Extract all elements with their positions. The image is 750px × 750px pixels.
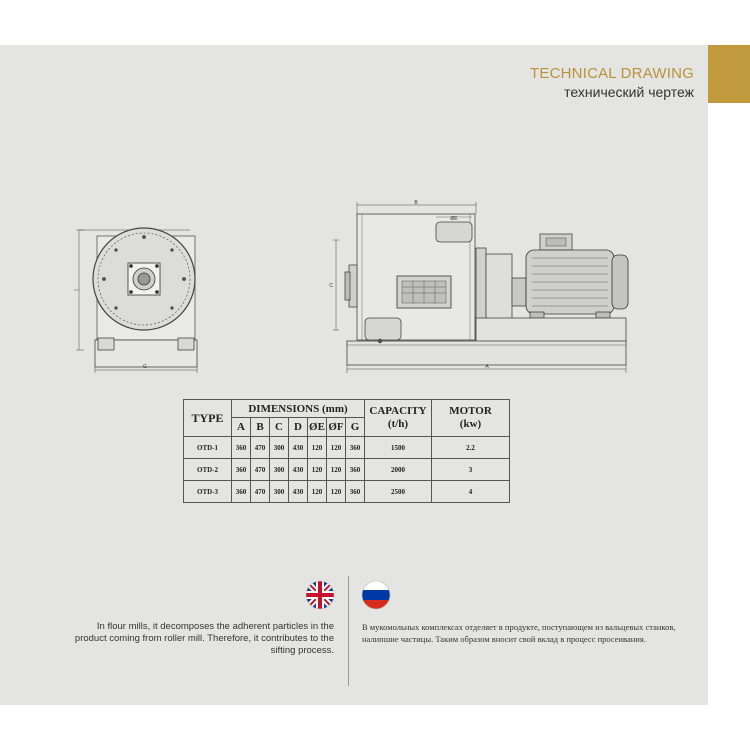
cell-dim-oe: 120 (308, 459, 327, 481)
dim-label-oe: ØE (450, 216, 458, 222)
header-type: TYPE (184, 400, 232, 437)
cell-dim-g: 360 (346, 437, 365, 459)
side-view (333, 202, 628, 373)
description-en: In flour mills, it decomposes the adherent particles in the product coming from roller mill. Therefore, it contributes to the sifting process. (74, 621, 334, 656)
header-motor (432, 400, 510, 437)
header-motor-unit: (kw) (459, 418, 482, 430)
cell-dim-c: 300 (270, 459, 289, 481)
language-divider (348, 576, 349, 686)
cell-dim-a: 360 (232, 459, 251, 481)
description-ru-line2: налипшие частицы. Таким образом вносит свой вклад в процесс просеивания. (362, 634, 646, 644)
cell-dim-g: 360 (346, 481, 365, 503)
table-row (184, 437, 510, 459)
header-letter-a: A (232, 418, 251, 437)
cell-dim-of: 120 (327, 437, 346, 459)
header-letter-c: C (270, 418, 289, 437)
cell-capacity: 1500 (365, 437, 432, 459)
header-capacity-label: CAPACITY (369, 405, 427, 417)
cell-dim-d: 430 (289, 459, 308, 481)
cell-dim-b: 470 (251, 437, 270, 459)
cell-dim-a: 360 (232, 437, 251, 459)
dim-label-b: B (414, 200, 418, 206)
table-row (184, 459, 510, 481)
cell-type: OTD-1 (184, 437, 232, 459)
header-dimensions: DIMENSIONS (mm) (232, 400, 365, 418)
cell-capacity: 2000 (365, 459, 432, 481)
page-title-en: TECHNICAL DRAWING (530, 65, 694, 82)
table-row (184, 481, 510, 503)
header-letter-oe: ØE (308, 418, 327, 437)
header-capacity-unit: (t/h) (387, 418, 409, 430)
cell-dim-oe: 120 (308, 437, 327, 459)
cell-dim-b: 470 (251, 459, 270, 481)
description-ru (362, 621, 682, 645)
cell-dim-c: 300 (270, 481, 289, 503)
header-letter-g: G (346, 418, 365, 437)
uk-flag-icon (305, 580, 335, 610)
header-capacity (365, 400, 432, 437)
cell-dim-b: 470 (251, 481, 270, 503)
description-ru-line1: В мукомольных комплексах отделяет в продукте, поступающем из вальцевых станков, (362, 622, 676, 632)
cell-dim-c: 300 (270, 437, 289, 459)
cell-type: OTD-3 (184, 481, 232, 503)
dim-label-a: A (485, 364, 489, 370)
header-motor-label: MOTOR (449, 405, 492, 417)
cell-type: OTD-2 (184, 459, 232, 481)
cell-dim-of: 120 (327, 481, 346, 503)
cell-motor: 4 (432, 481, 510, 503)
header-letter-d: D (289, 418, 308, 437)
cell-dim-of: 120 (327, 459, 346, 481)
specifications-table (183, 399, 510, 503)
header-letter-of: ØF (327, 418, 346, 437)
cell-motor: 3 (432, 459, 510, 481)
cell-capacity: 2500 (365, 481, 432, 503)
cell-motor: 2.2 (432, 437, 510, 459)
dim-label-g: G (143, 364, 147, 370)
dim-label-c: C (329, 283, 333, 289)
cell-dim-a: 360 (232, 481, 251, 503)
front-view (74, 228, 197, 373)
cell-dim-g: 360 (346, 459, 365, 481)
cell-dim-oe: 120 (308, 481, 327, 503)
cell-dim-d: 430 (289, 481, 308, 503)
russia-flag-icon (361, 580, 391, 610)
page-title-ru: технический чертеж (564, 84, 694, 100)
cell-dim-d: 430 (289, 437, 308, 459)
header-letter-b: B (251, 418, 270, 437)
